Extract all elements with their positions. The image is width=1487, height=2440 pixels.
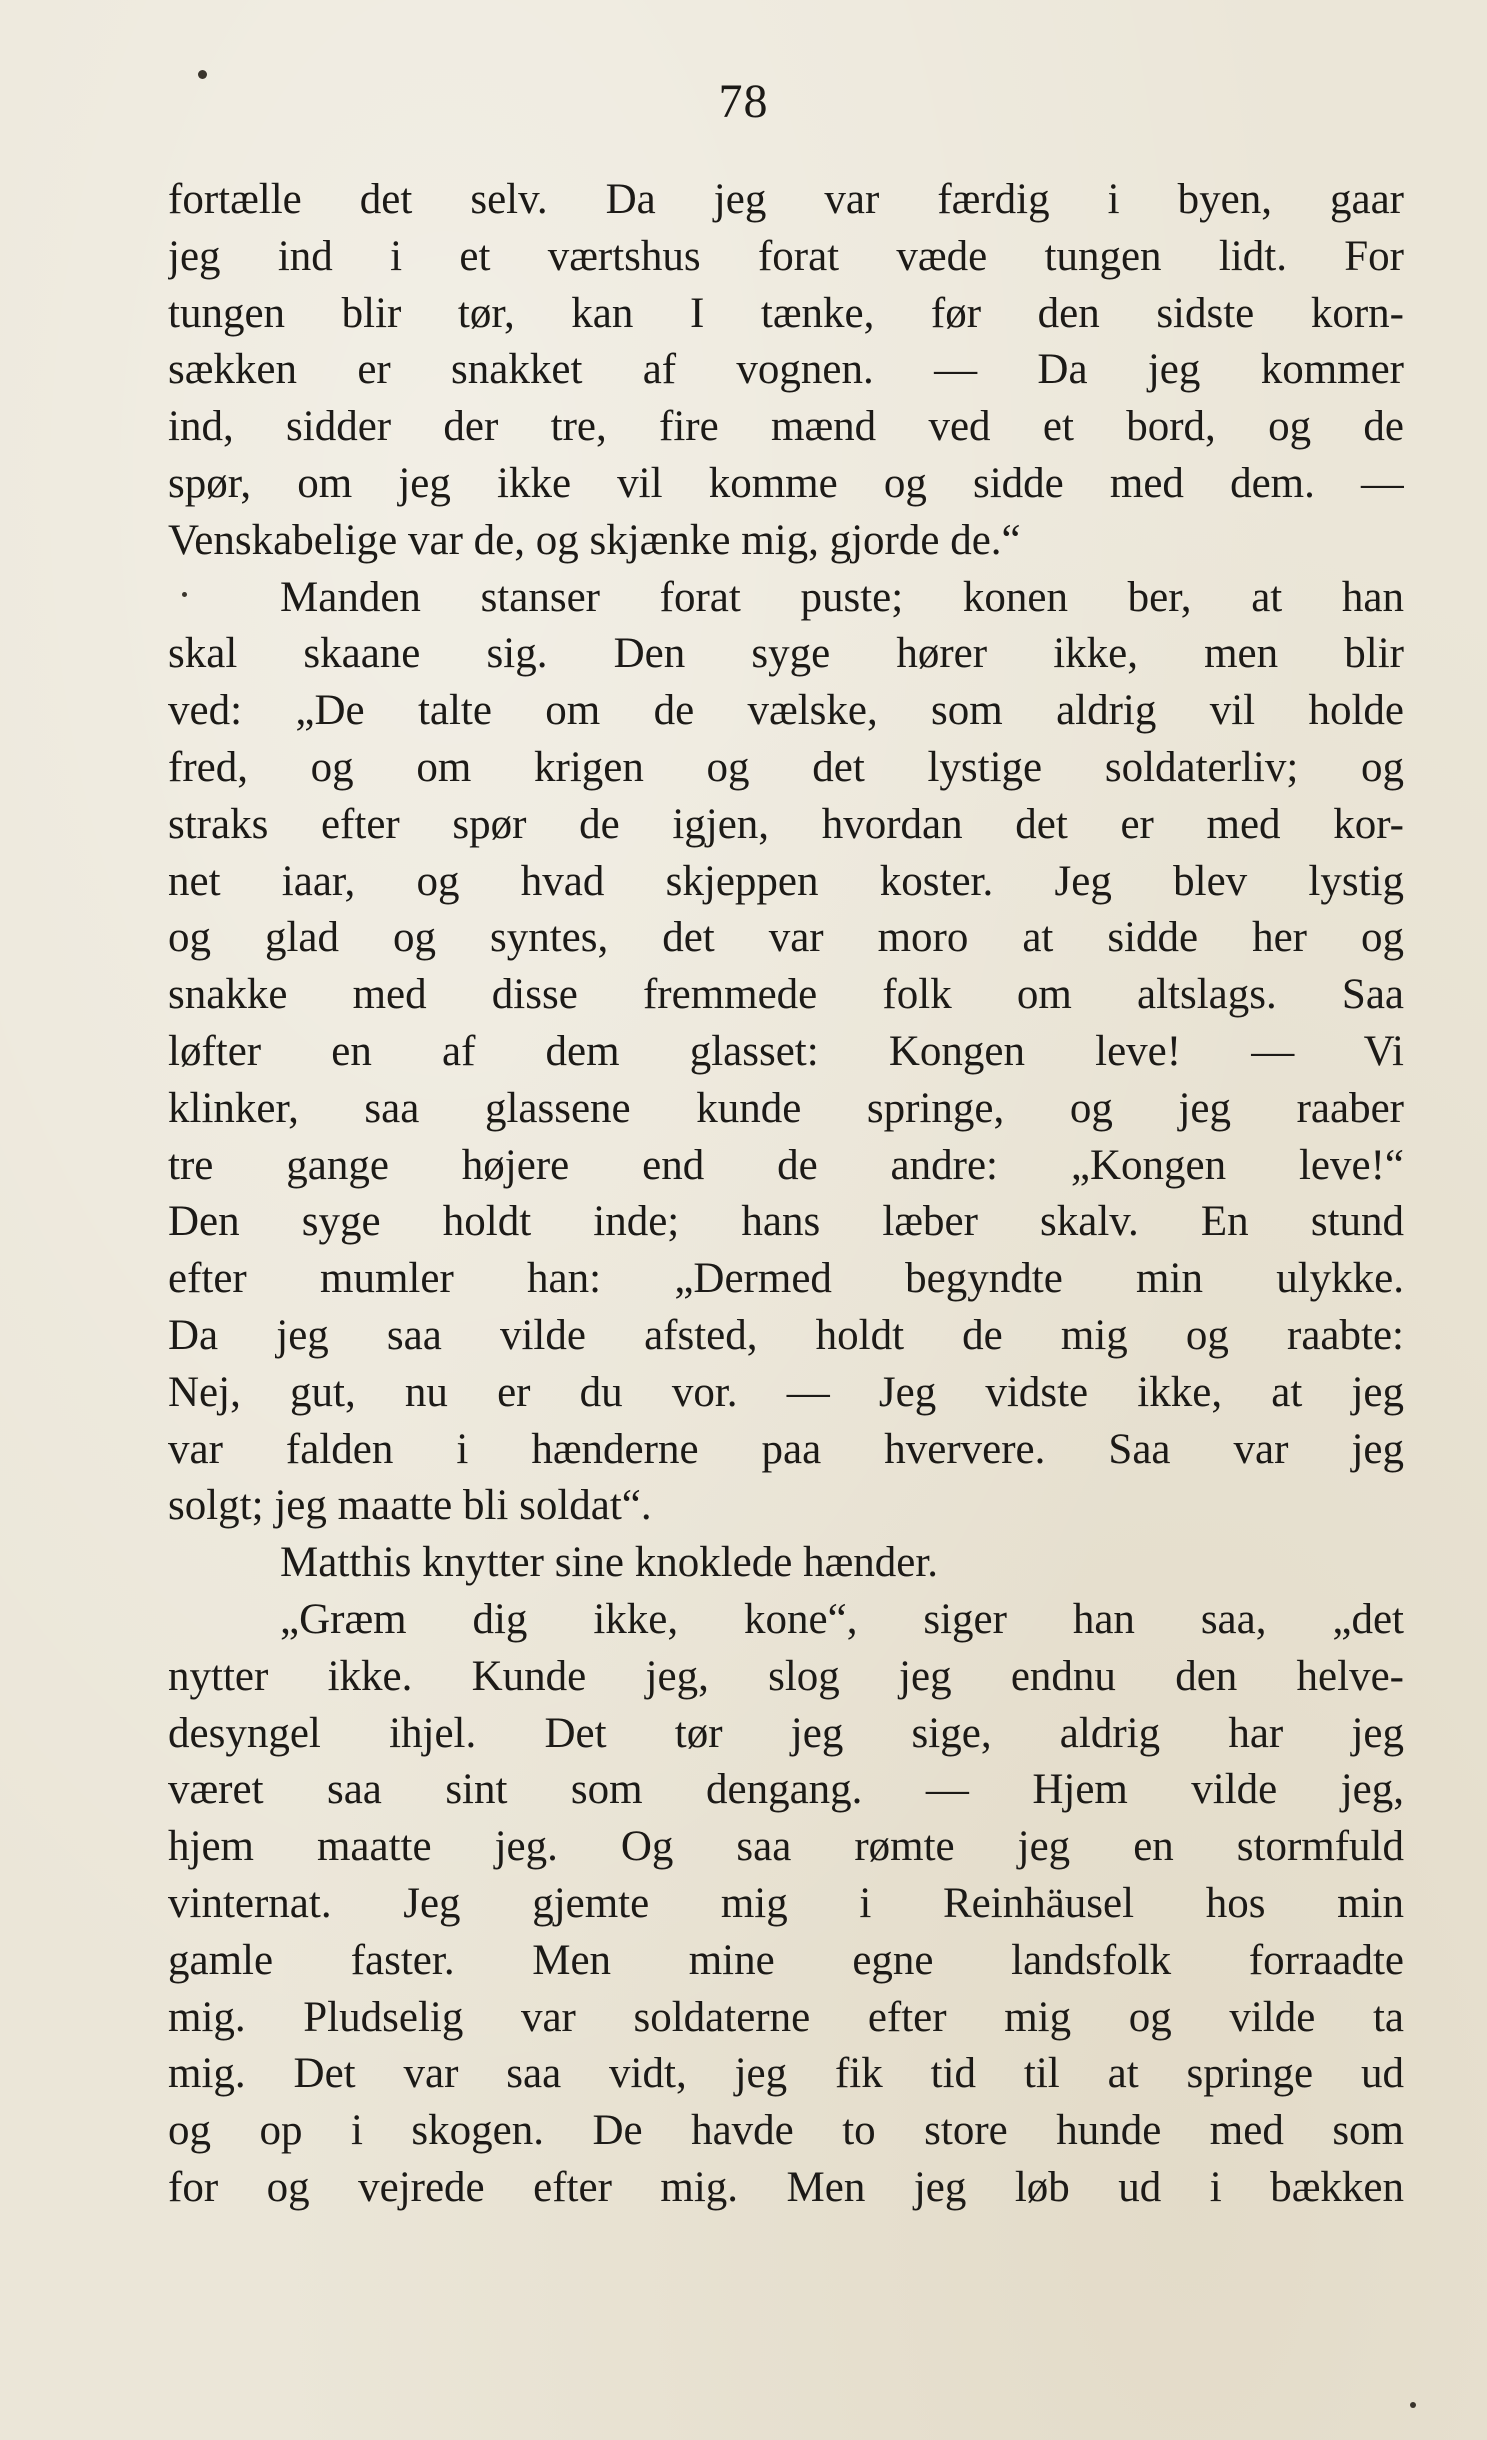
text-line: var falden i hænderne paa hververe. Saa var jeg (168, 1425, 1404, 1473)
text-line: Da jeg saa vilde afsted, holdt de mig og raabte: (168, 1311, 1404, 1359)
text-line: tre gange højere end de andre: „Kongen leve!“ (168, 1141, 1404, 1189)
text-line: og glad og syntes, det var moro at sidde her og (168, 914, 1404, 962)
text-line: efter mumler han: „Dermed begyndte min ulykke. (168, 1255, 1404, 1303)
text-line: mig. Det var saa vidt, jeg fik tid til at springe ud (168, 2050, 1404, 2098)
text-line: Venskabelige var de, og skjænke mig, gjorde de.“ (168, 516, 1021, 564)
text-line: været saa sint som dengang. — Hjem vilde jeg, (168, 1766, 1404, 1814)
text-line: for og vejrede efter mig. Men jeg løb ud i bækken (168, 2163, 1404, 2211)
text-line: skal skaane sig. Den syge hører ikke, men blir (168, 630, 1404, 678)
text-line: nytter ikke. Kunde jeg, slog jeg endnu den helve- (168, 1652, 1404, 1700)
text-line: Matthis knytter sine knoklede hænder. (280, 1539, 939, 1587)
text-line: gamle faster. Men mine egne landsfolk forraadte (168, 1936, 1404, 1984)
text-line: hjem maatte jeg. Og saa rømte jeg en stormfuld (168, 1823, 1404, 1871)
text-line: „Græm dig ikke, kone“, siger han saa, „det (280, 1595, 1404, 1643)
text-line: solgt; jeg maatte bli soldat“. (168, 1482, 652, 1530)
text-line: Manden stanser forat puste; konen ber, at han (280, 573, 1404, 621)
text-line: og op i skogen. De havde to store hunde med som (168, 2107, 1404, 2155)
text-line: tungen blir tør, kan I tænke, før den sidste korn- (168, 289, 1404, 337)
text-line: sækken er snakket af vognen. — Da jeg kommer (168, 346, 1404, 394)
text-line: snakke med disse fremmede folk om altslags. Saa (168, 971, 1404, 1019)
ink-speck (1410, 2402, 1416, 2408)
text-line: spør, om jeg ikke vil komme og sidde med dem. — (168, 459, 1404, 507)
text-line: Den syge holdt inde; hans læber skalv. En stund (168, 1198, 1404, 1246)
text-line: Nej, gut, nu er du vor. — Jeg vidste ikke, at jeg (168, 1368, 1404, 1416)
text-line: jeg ind i et værtshus forat væde tungen lidt. For (168, 232, 1404, 280)
text-line: ved: „De talte om de vælske, som aldrig vil holde (168, 687, 1404, 735)
body-text (168, 172, 1404, 2217)
text-line: vinternat. Jeg gjemte mig i Reinhäusel hos min (168, 1879, 1404, 1927)
text-line: mig. Pludselig var soldaterne efter mig og vilde ta (168, 1993, 1404, 2041)
text-line: løfter en af dem glasset: Kongen leve! — Vi (168, 1027, 1404, 1075)
text-line: klinker, saa glassene kunde springe, og jeg raaber (168, 1084, 1404, 1132)
text-line: desyngel ihjel. Det tør jeg sige, aldrig har jeg (168, 1709, 1404, 1757)
text-line: net iaar, og hvad skjeppen koster. Jeg blev lystig (168, 857, 1404, 905)
text-line: straks efter spør de igjen, hvordan det er med kor- (168, 800, 1404, 848)
page-number: 78 (718, 75, 769, 128)
text-line: ind, sidder der tre, fire mænd ved et bord, og de (168, 403, 1404, 451)
text-line: fortælle det selv. Da jeg var færdig i byen, gaar (168, 176, 1404, 223)
text-line: fred, og om krigen og det lystige soldaterliv; og (168, 743, 1404, 791)
